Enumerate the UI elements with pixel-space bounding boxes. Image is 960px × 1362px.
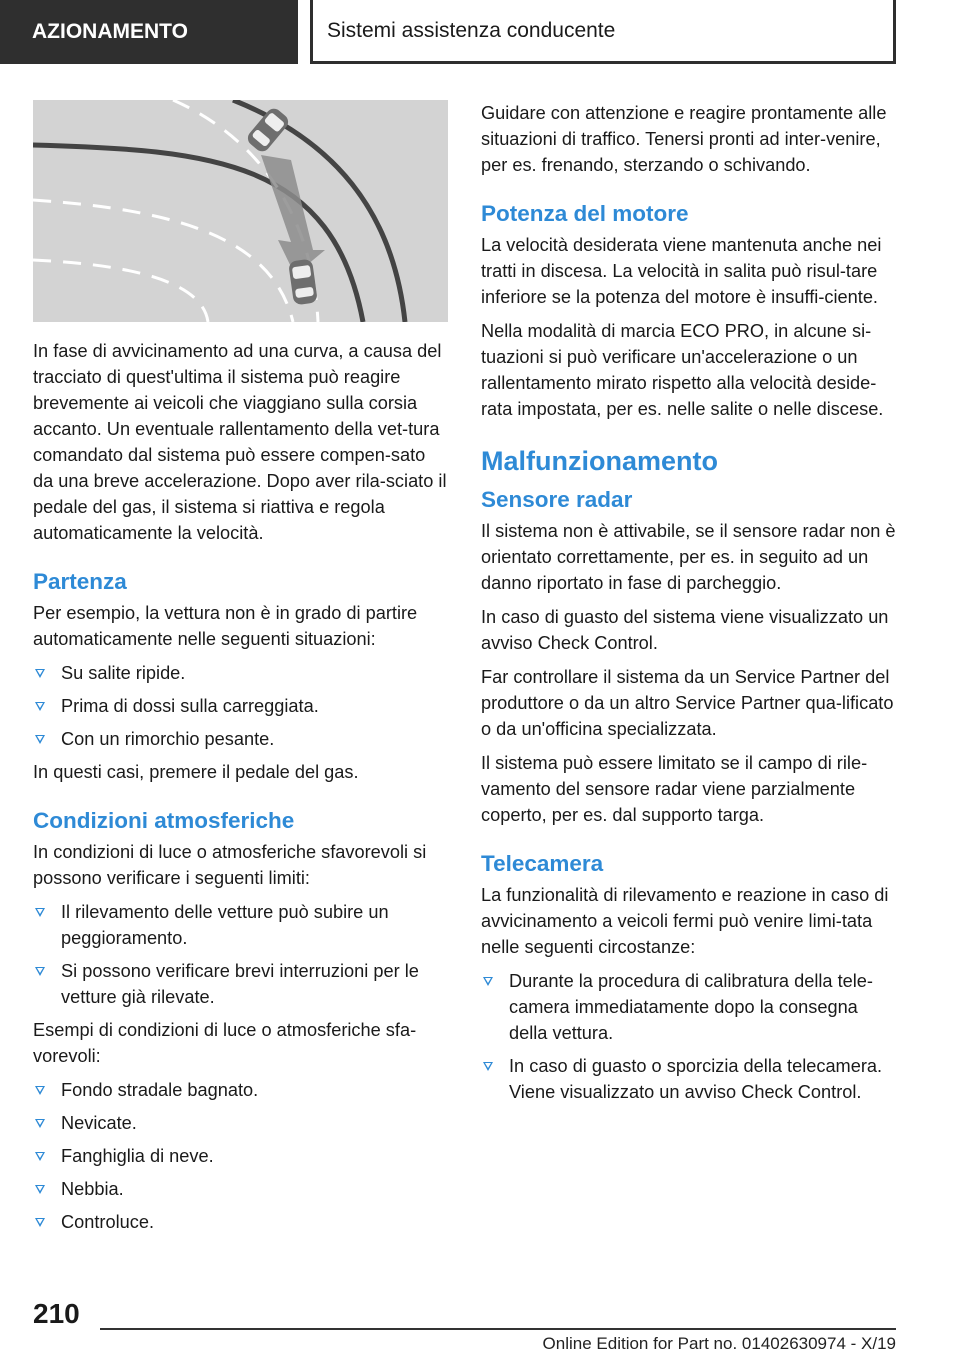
triangle-bullet-icon: [35, 1152, 45, 1161]
footer-edition: Online Edition for Part no. 01402630974 - X/19: [542, 1334, 896, 1353]
heading-potenza: Potenza del motore: [481, 201, 689, 226]
triangle-bullet-icon: [483, 1062, 493, 1071]
triangle-bullet-icon: [483, 977, 493, 986]
radar-p4: Il sistema può essere limitato se il campo di rile‐vamento del sensore radar viene parzialmente coperto, per es. dal supporto targa.: [481, 753, 868, 825]
radar-p3: Far controllare il sistema da un Service Partner del produttore o da un altro Service Partner qua‐lificato o da un'officina specializzata.: [481, 667, 894, 739]
triangle-bullet-icon: [35, 735, 45, 744]
list-item: Si possono verificare brevi interruzioni per le vetture già rilevate.: [33, 958, 448, 1010]
list-item: Con un rimorchio pesante.: [33, 726, 448, 752]
telecamera-text: La funzionalità di rilevamento e reazione in caso di avvicinamento a veicoli fermi può venire limi‐tata nelle seguenti circostanze:: [481, 885, 889, 957]
potenza-p1: La velocità desiderata viene mantenuta anche nei tratti in discesa. La velocità in salita può risul‐tare inferiore se la potenza del motore è insuffi‐ciente.: [481, 235, 882, 307]
triangle-bullet-icon: [35, 1185, 45, 1194]
triangle-bullet-icon: [35, 967, 45, 976]
partenza-after: In questi casi, premere il pedale del gas.: [33, 762, 359, 782]
page-number: 210: [33, 1298, 80, 1329]
list-item: Controluce.: [33, 1209, 448, 1235]
right-column: [481, 100, 896, 1112]
curve-illustration: [33, 100, 448, 322]
triangle-bullet-icon: [35, 908, 45, 917]
condizioni-text: In condizioni di luce o atmosferiche sfavorevoli si possono verificare i seguenti limiti:: [33, 842, 427, 888]
heading-telecamera: Telecamera: [481, 851, 604, 876]
list-item: Su salite ripide.: [33, 660, 448, 686]
list-item: Il rilevamento delle vetture può subire un peggioramento.: [33, 899, 448, 951]
condizioni-list: [33, 899, 448, 1010]
telecamera-list: [481, 968, 896, 1105]
heading-malfunzionamento: Malfunzionamento: [481, 446, 718, 476]
triangle-bullet-icon: [35, 1218, 45, 1227]
heading-sensore-radar: Sensore radar: [481, 487, 633, 512]
list-item: Fanghiglia di neve.: [33, 1143, 448, 1169]
list-item: Prima di dossi sulla carreggiata.: [33, 693, 448, 719]
list-item: Durante la procedura di calibratura della tele‐camera immediatamente dopo la consegna della vettura.: [481, 968, 896, 1046]
triangle-bullet-icon: [35, 1119, 45, 1128]
list-item: Fondo stradale bagnato.: [33, 1077, 448, 1103]
footer-divider: [100, 1328, 896, 1330]
heading-condizioni: Condizioni atmosferiche: [33, 808, 295, 833]
partenza-list: [33, 660, 448, 752]
triangle-bullet-icon: [35, 702, 45, 711]
partenza-text: Per esempio, la vettura non è in grado di partire automaticamente nelle seguenti situazioni:: [33, 603, 418, 649]
triangle-bullet-icon: [35, 1086, 45, 1095]
list-item: Nebbia.: [33, 1176, 448, 1202]
radar-p1: Il sistema non è attivabile, se il sensore radar non è orientato correttamente, per es. in seguito ad un danno riportato in fase di parcheggio.: [481, 521, 896, 593]
curve-intro-paragraph: In fase di avvicinamento ad una curva, a causa del tracciato di quest'ultima il sistema può reagire brevemente ai veicoli che viaggiano sulla corsia accanto. Un eventuale rallentamento della vet‐tura comandato dal sistema può essere compen‐sato da una breve accelerazione. Dopo aver rila‐sciato il pedale del gas, il sistema si riattiva e regola automaticamente la velocità.: [33, 341, 447, 543]
radar-p2: In caso di guasto del sistema viene visualizzato un avviso Check Control.: [481, 607, 889, 653]
heading-partenza: Partenza: [33, 569, 127, 594]
list-item: Nevicate.: [33, 1110, 448, 1136]
triangle-bullet-icon: [35, 669, 45, 678]
header-chapter: Sistemi assistenza conducente: [310, 0, 896, 64]
examples-list: [33, 1077, 448, 1235]
header-section: AZIONAMENTO: [0, 0, 298, 64]
list-item: In caso di guasto o sporcizia della telecamera. Viene visualizzato un avviso Check Control.: [481, 1053, 896, 1105]
potenza-p2: Nella modalità di marcia ECO PRO, in alcune si‐tuazioni si può verificare un'accelerazione o un rallentamento mirato rispetto alla velocità deside‐rata impostata, per es. nelle salite o nelle discese.: [481, 321, 884, 419]
attention-paragraph: Guidare con attenzione e reagire prontamente alle situazioni di traffico. Tenersi pronti ad inter‐venire, per es. frenando, sterzando o schivando.: [481, 103, 887, 175]
left-column: [33, 100, 448, 1242]
condizioni-examples: Esempi di condizioni di luce o atmosferiche sfa‐vorevoli:: [33, 1020, 417, 1066]
